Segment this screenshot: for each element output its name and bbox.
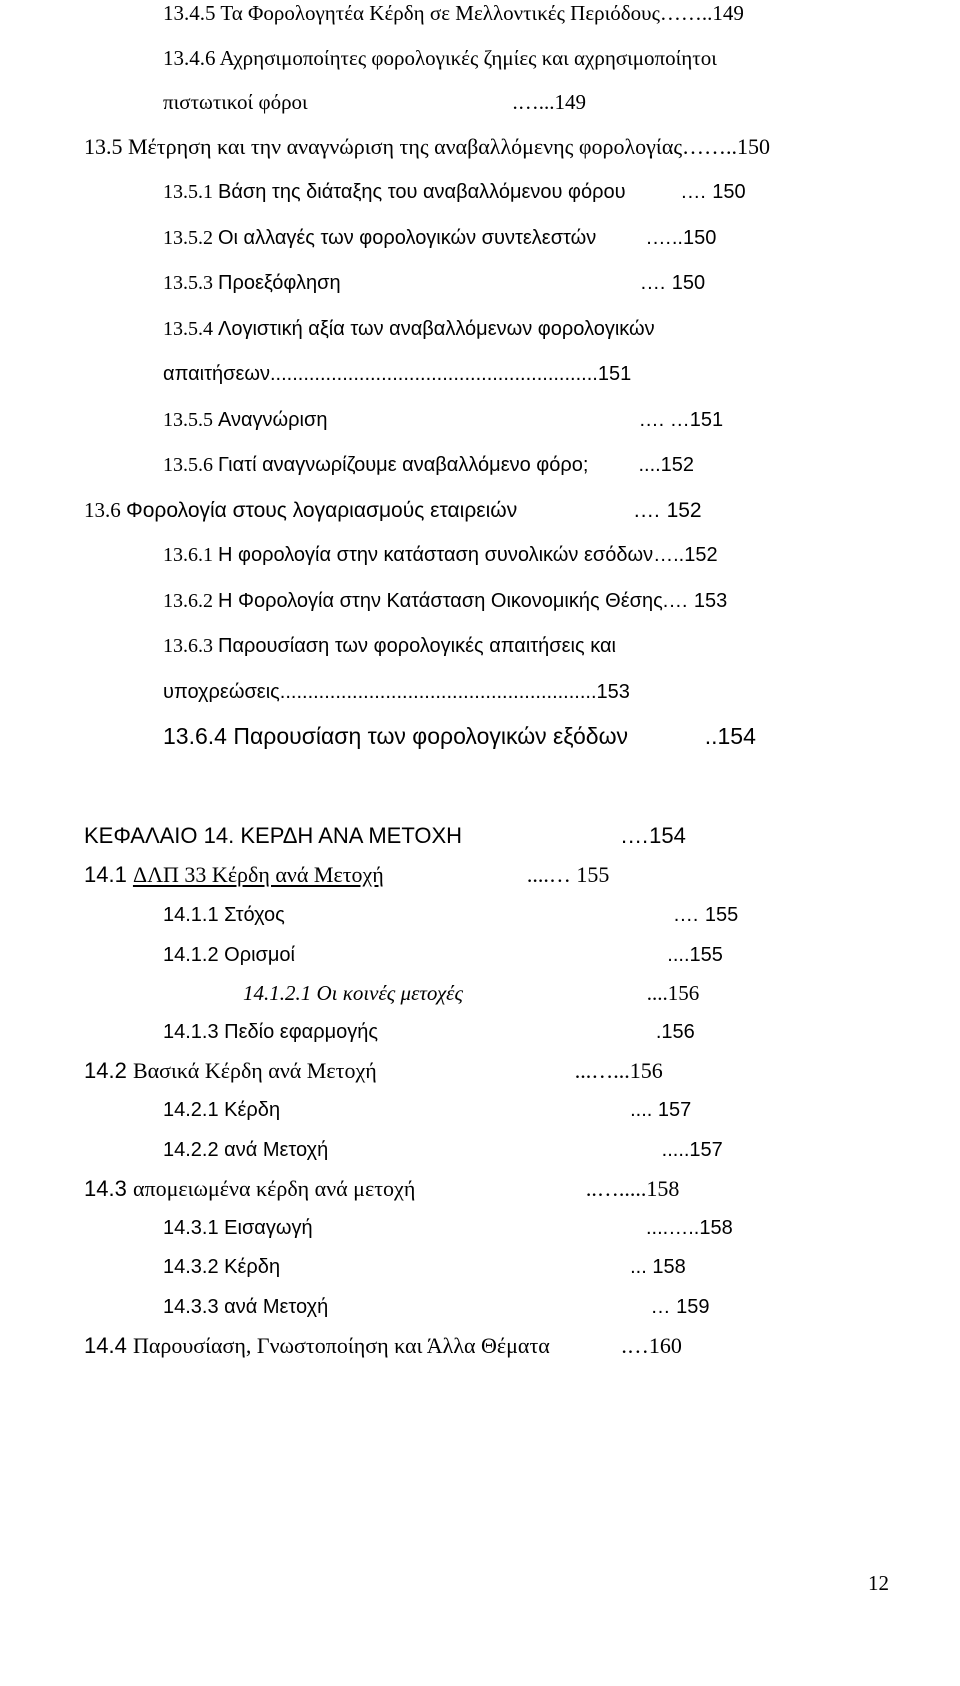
toc-entry: [163, 455, 694, 475]
toc-entry-text: Η φορολογία στην κατάσταση συνολικών εσόδων…..152: [218, 544, 718, 566]
toc-entry-number: 13.5.3: [163, 272, 218, 294]
toc-entry-text: Φορολογία στους λογαριασμούς εταιρειών .… 152: [126, 499, 702, 522]
toc-entry-text: Λογιστική αξία των αναβαλλόμενων φορολογικών: [218, 318, 655, 340]
toc-entry-text: Ορισμοί ....155: [224, 944, 723, 966]
toc-entry-number: υποχρεώσεις.........................................................153: [163, 681, 630, 703]
toc-entry-number: 13.6.3: [163, 635, 218, 657]
toc-entry: [163, 591, 727, 611]
toc-entry-number: 13.4.5: [163, 1, 221, 25]
toc-entry-number: 13.6: [84, 498, 126, 522]
toc-entry-text: Βάση της διάταξης του αναβαλλόμενου φόρου .… 150: [218, 181, 746, 203]
toc-entry-number: 14.2.2: [163, 1139, 225, 1161]
toc-entry-text: ανά Μετοχή .....157: [224, 1139, 723, 1161]
toc-entry-text: Οι αλλαγές των φορολογικών συντελεστών .…..150: [218, 227, 717, 249]
toc-entry: [84, 825, 686, 847]
toc-entry: [163, 545, 718, 565]
toc-entry-text: Παρουσίαση, Γνωστοποίηση και Άλλα Θέματα: [132, 1333, 550, 1358]
toc-entry-number: 13.5.1: [163, 181, 218, 203]
toc-entry: [163, 1100, 691, 1120]
toc-entry: [163, 1257, 686, 1277]
toc-entry: [163, 228, 716, 248]
toc-entry: [163, 410, 723, 430]
toc-entry: [84, 864, 609, 886]
toc-entry: [163, 905, 738, 925]
toc-entry-number: 14.2.1: [163, 1099, 225, 1121]
toc-entry-text: Προεξόφληση .… 150: [218, 272, 706, 294]
toc-entry: [243, 983, 699, 1004]
toc-entry: [163, 725, 756, 748]
toc-entry-text: Εισαγωγή ....…..158: [224, 1217, 733, 1239]
toc-entry: [163, 182, 746, 202]
toc-entry-number: 13.5.6: [163, 454, 218, 476]
toc-entry-text: ανά Μετοχή … 159: [224, 1296, 710, 1318]
toc-entry: [163, 1140, 723, 1160]
toc-entry: [163, 364, 631, 384]
toc-entry-text: Στόχος .… 155: [224, 904, 739, 926]
toc-entry: [163, 3, 744, 24]
toc-entry: [163, 48, 717, 69]
toc-entry: [84, 1060, 663, 1082]
toc-entry-number: 13.5.4: [163, 318, 218, 340]
toc-entry: [84, 500, 702, 521]
toc-entry-number: 14.3: [84, 1176, 133, 1201]
toc-entry-number: 13.5: [84, 134, 128, 159]
toc-entry-text: ΔΛΠ 33 Κέρδη ανά Μετοχή: [132, 862, 384, 887]
toc-entry: [163, 1218, 733, 1238]
toc-entry-number: 13.5.2: [163, 227, 218, 249]
toc-entry: [163, 319, 655, 339]
toc-entry-number: 14.3.2: [163, 1256, 225, 1278]
toc-entry-number: 13.6.2: [163, 590, 218, 612]
toc-entry-number: 14.4: [84, 1333, 133, 1358]
toc-entry: [163, 1022, 695, 1042]
toc-entry-number: 14.2: [84, 1058, 133, 1083]
toc-entry-text: Βασικά Κέρδη ανά Μετοχή ...…...156: [132, 1058, 663, 1083]
toc-entry-number: 13.4.6: [163, 46, 220, 70]
toc-entry-number: ΚΕΦΑΛΑΙΟ 14. ΚΕΡΔΗ ΑΝΑ ΜΕΤΟΧΗ .…154: [84, 823, 686, 848]
toc-entry-number: 13.5.5: [163, 409, 218, 431]
toc-entry-text: Αναγνώριση …. …151: [218, 409, 724, 431]
toc-entry: [163, 1297, 709, 1317]
toc-entry-text: απομειωμένα κέρδη ανά μετοχή ..….....158: [132, 1176, 680, 1201]
toc-entry-number: 14.1.3: [163, 1021, 225, 1043]
toc-entry: [163, 92, 586, 113]
toc-entry: [84, 1178, 679, 1200]
toc-entry: [84, 136, 770, 158]
toc-entry-text: Κέρδη .... 157: [224, 1099, 692, 1121]
page-number: 12: [868, 1571, 889, 1595]
toc-entry: [84, 1335, 682, 1357]
toc-entry-text: Η Φορολογία στην Κατάσταση Οικονομικής Θέσης.… 153: [218, 590, 728, 612]
toc-entry-text: Γιατί αναγνωρίζουμε αναβαλλόμενο φόρο; ....152: [218, 454, 695, 476]
toc-entry: [163, 273, 705, 293]
toc-entry-text: Τα Φορολογητέα Κέρδη σε Μελλοντικές Περιόδους……..149: [220, 1, 744, 25]
toc-entry-text: Παρουσίαση των φορολογικές απαιτήσεις και: [218, 635, 616, 657]
toc-entry-text: Παρουσίαση των φορολογικών εξόδων ..154: [233, 723, 756, 749]
toc-entry-text: Μέτρηση και την αναγνώριση της αναβαλλόμενης φορολογίας……..150: [128, 134, 771, 159]
toc-entry: [163, 682, 630, 702]
toc-entry-number: 14.3.1: [163, 1217, 225, 1239]
toc-entry-text: ....… 155: [383, 862, 610, 887]
toc-entry-number: 13.6.1: [163, 544, 218, 566]
toc-entry-number: 14.1: [84, 862, 133, 887]
toc-entry-text: .…160: [549, 1333, 682, 1358]
toc-entry-number: 14.3.3: [163, 1296, 225, 1318]
toc-entry-number: 14.1.2.1 Οι κοινές μετοχές: [243, 981, 463, 1005]
toc-entry-number: 14.1.1: [163, 904, 225, 926]
toc-entry-text: Κέρδη ... 158: [224, 1256, 686, 1278]
toc-entry: [163, 945, 723, 965]
toc-entry-text: Πεδίο εφαρμογής .156: [224, 1021, 695, 1043]
toc-entry-number: 14.1.2: [163, 944, 225, 966]
toc-entry: [163, 636, 616, 656]
toc-entry-text: ....156: [462, 981, 700, 1005]
toc-entry-text: Αχρησιμοποίητες φορολογικές ζημίες και αχρησιμοποίητοι: [219, 46, 717, 70]
toc-entry-number: πιστωτικοί φόροι .…...149: [163, 90, 586, 114]
toc-entry-number: απαιτήσεων...........................................................151: [163, 363, 632, 385]
toc-entry-number: 13.6.4: [163, 723, 234, 749]
